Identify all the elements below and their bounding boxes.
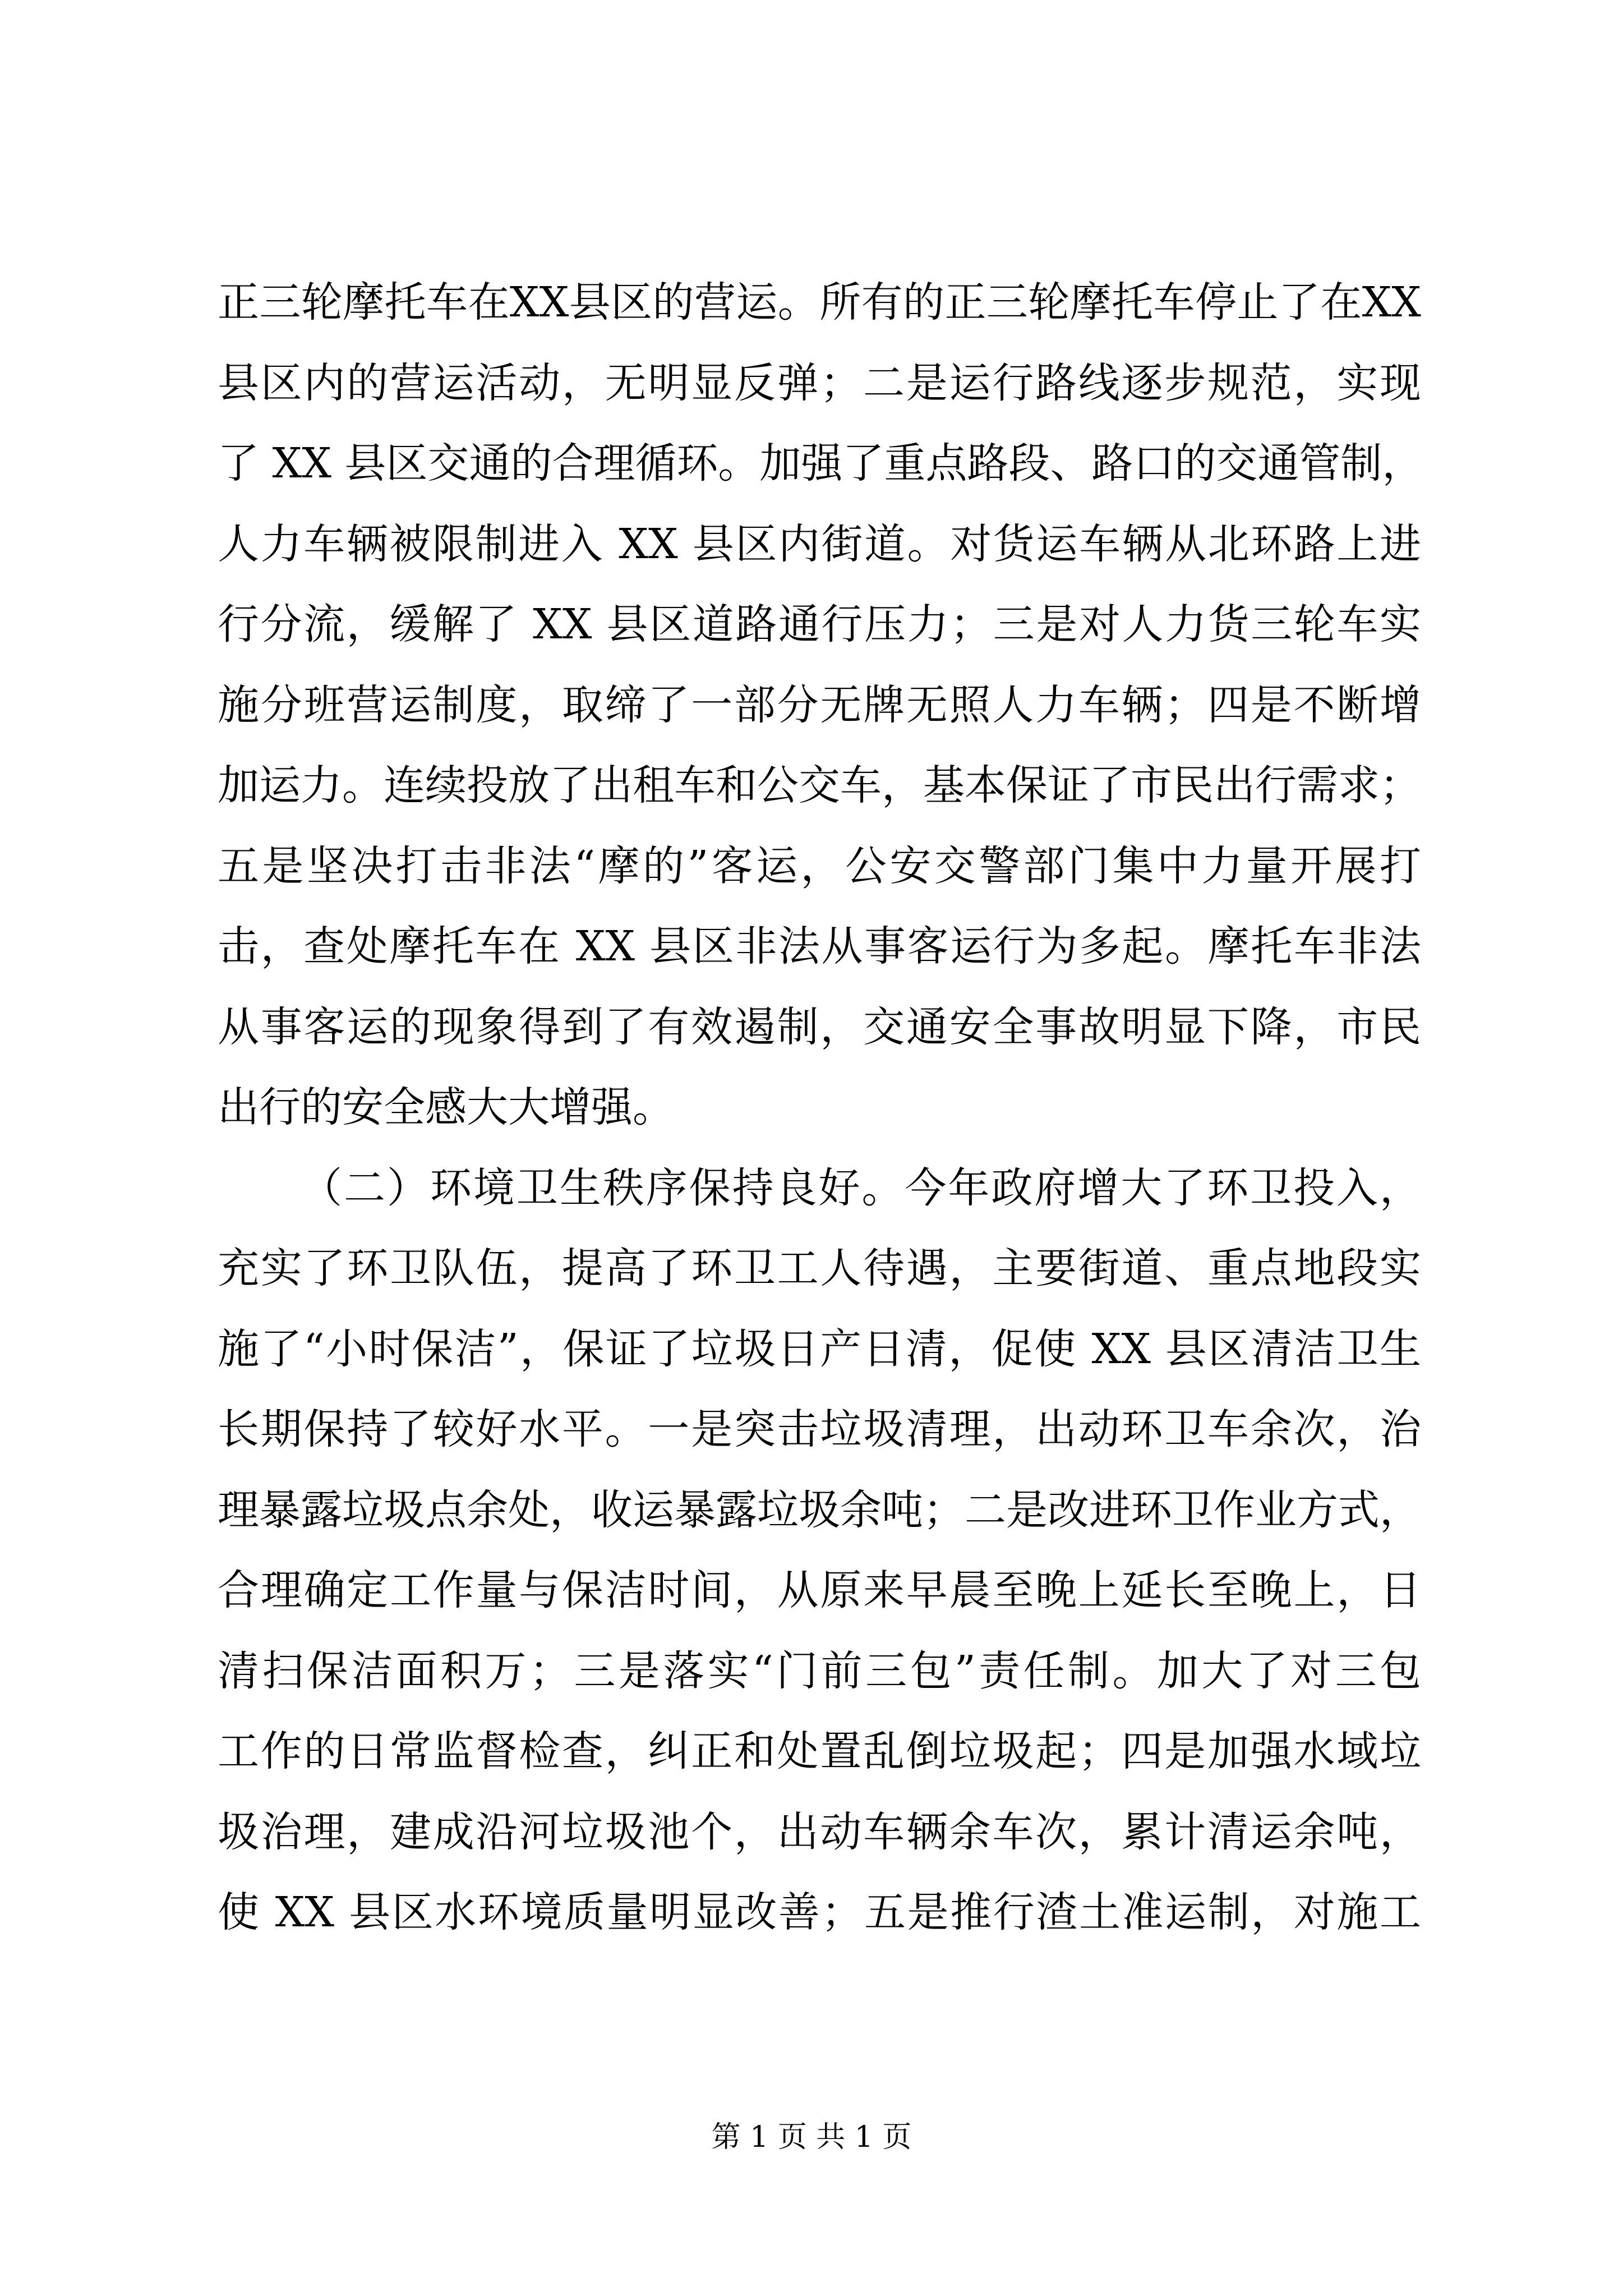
text-line: 圾治理，建成沿河垃圾池个，出动车辆余车次，累计清运余吨， bbox=[218, 1807, 1421, 1856]
text-line: 施了“小时保洁”，保证了垃圾日产日清，促使 XX 县区清洁卫生 bbox=[218, 1324, 1421, 1373]
text-line: 击，查处摩托车在 XX 县区非法从事客运行为多起。摩托车非法 bbox=[218, 922, 1421, 970]
text-line: 加运力。连续投放了出租车和公交车，基本保证了市民出行需求； bbox=[218, 761, 1421, 809]
text-line: 人力车辆被限制进入 XX 县区内街道。对货运车辆从北环路上进 bbox=[218, 519, 1421, 568]
text-line: （二）环境卫生秩序保持良好。今年政府增大了环卫投入， bbox=[301, 1163, 1421, 1212]
text-line: 了 XX 县区交通的合理循环。加强了重点路段、路口的交通管制， bbox=[218, 439, 1424, 487]
page-footer bbox=[0, 2118, 1623, 2157]
paragraph-traffic bbox=[218, 263, 1424, 1148]
text-line: 长期保持了较好水平。一是突击垃圾清理，出动环卫车余次，治 bbox=[218, 1405, 1421, 1453]
text-line: 五是坚决打击非法“摩的”客运，公安交警部门集中力量开展打 bbox=[218, 841, 1421, 890]
text-line: 出行的安全感大大增强。 bbox=[218, 1083, 674, 1131]
text-line: 县区内的营运活动，无明显反弹；二是运行路线逐步规范，实现 bbox=[218, 358, 1421, 407]
text-line: 施分班营运制度，取缔了一部分无牌无照人力车辆；四是不断增 bbox=[218, 680, 1421, 729]
text-line: 使 XX 县区水环境质量明显改善；五是推行渣土准运制，对施工 bbox=[218, 1888, 1421, 1936]
text-line: 工作的日常监督检查，纠正和处置乱倒垃圾起；四是加强水域垃 bbox=[218, 1727, 1421, 1775]
text-line: 理暴露垃圾点余处，收运暴露垃圾余吨；二是改进环卫作业方式， bbox=[218, 1485, 1421, 1534]
document-body bbox=[218, 263, 1424, 1953]
text-line: 清扫保洁面积万；三是落实“门前三包”责任制。加大了对三包 bbox=[218, 1646, 1421, 1695]
text-line: 行分流，缓解了 XX 县区道路通行压力；三是对人力货三轮车实 bbox=[218, 600, 1421, 648]
text-line: 充实了环卫队伍，提高了环卫工人待遇，主要街道、重点地段实 bbox=[218, 1244, 1421, 1292]
text-line: 从事客运的现象得到了有效遏制，交通安全事故明显下降，市民 bbox=[218, 1002, 1421, 1051]
text-line: 合理确定工作量与保洁时间，从原来早晨至晚上延长至晚上，日 bbox=[218, 1566, 1421, 1614]
text-line: 正三轮摩托车在XX县区的营运。所有的正三轮摩托车停止了在XX bbox=[218, 278, 1421, 326]
paragraph-sanitation bbox=[218, 1148, 1421, 1953]
page-number-label: 第 1 页 共 1 页 bbox=[711, 2120, 912, 2154]
